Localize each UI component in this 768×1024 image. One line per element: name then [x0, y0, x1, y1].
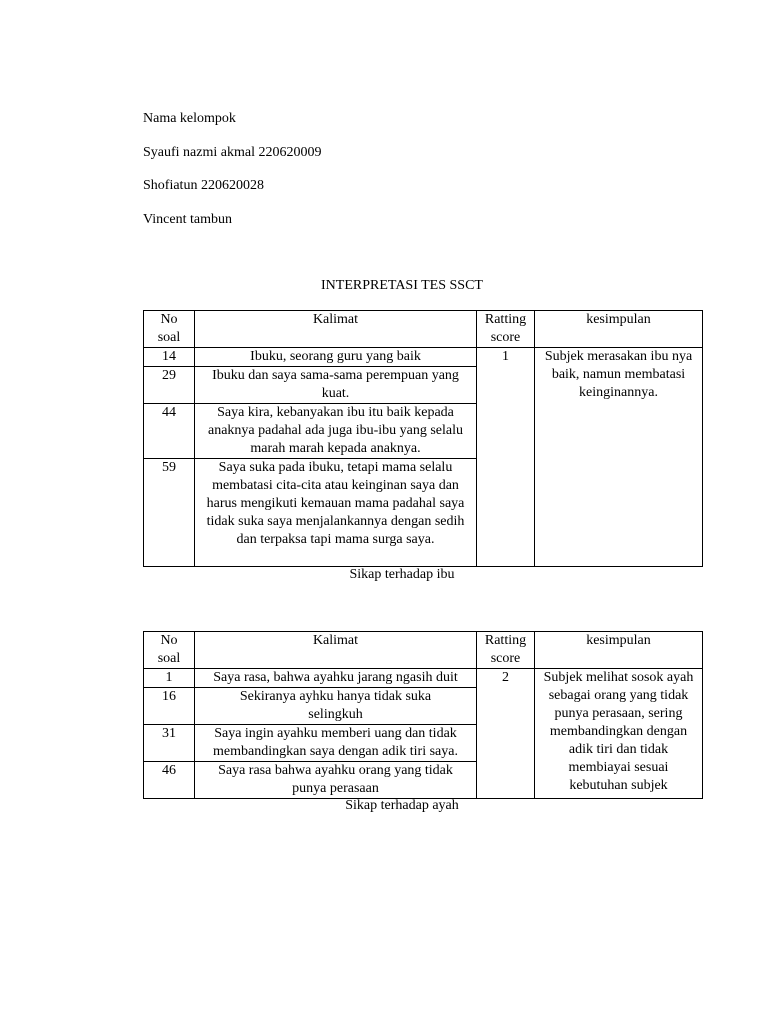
col-header-kalimat: Kalimat	[195, 311, 477, 348]
row-kalimat: Saya suka pada ibuku, tetapi mama selalu membatasi cita-cita atau keinginan saya dan harus mengikuti kemauan mama padahal saya tidak suka saya menjalankannya dengan sedih dan terpaksa tapi mama surga saya.	[195, 459, 477, 567]
kesimpulan-cell: Subjek merasakan ibu nya baik, namun membatasi keinginannya.	[535, 348, 703, 567]
row-no: 1	[144, 669, 195, 688]
row-kalimat: Saya kira, kebanyakan ibu itu baik kepada anaknya padahal ada juga ibu-ibu yang selalu marah marah kepada anaknya.	[195, 404, 477, 459]
col-header-no: No soal	[144, 311, 195, 348]
row-no: 59	[144, 459, 195, 567]
row-kalimat: Ibuku dan saya sama-sama perempuan yang kuat.	[195, 367, 477, 404]
row-no: 31	[144, 725, 195, 762]
table-row	[144, 348, 703, 367]
col-header-kesimpulan: kesimpulan	[535, 311, 703, 348]
row-no: 44	[144, 404, 195, 459]
document-title: INTERPRETASI TES SSCT	[321, 278, 483, 293]
table-caption-mother: Sikap terhadap ibu	[349, 567, 455, 582]
row-kalimat: Saya ingin ayahku memberi uang dan tidak membandingkan saya dengan adik tiri saya.	[195, 725, 477, 762]
row-kalimat: Saya rasa bahwa ayahku orang yang tidak punya perasaan	[195, 762, 477, 799]
col-header-no: No soal	[144, 632, 195, 669]
table-caption-father: Sikap terhadap ayah	[345, 798, 459, 813]
table-row	[144, 669, 703, 688]
table-header-row	[144, 632, 703, 669]
ssct-table-mother	[143, 310, 703, 567]
row-kalimat: Ibuku, seorang guru yang baik	[195, 348, 477, 367]
col-header-kesimpulan: kesimpulan	[535, 632, 703, 669]
row-no: 46	[144, 762, 195, 799]
row-no: 16	[144, 688, 195, 725]
member-2: Shofiatun 220620028	[143, 178, 264, 193]
row-no: 14	[144, 348, 195, 367]
col-header-kalimat: Kalimat	[195, 632, 477, 669]
kesimpulan-cell: Subjek melihat sosok ayah sebagai orang yang tidak punya perasaan, sering membandingkan dengan adik tiri dan tidak membiayai sesuai kebutuhan subjek	[535, 669, 703, 799]
row-kalimat: Saya rasa, bahwa ayahku jarang ngasih duit	[195, 669, 477, 688]
col-header-score: Ratting score	[477, 311, 535, 348]
group-label: Nama kelompok	[143, 111, 236, 126]
row-kalimat: Sekiranya ayhku hanya tidak suka selingkuh	[195, 688, 477, 725]
rating-score: 2	[477, 669, 535, 799]
member-3: Vincent tambun	[143, 212, 232, 227]
table-header-row	[144, 311, 703, 348]
col-header-score: Ratting score	[477, 632, 535, 669]
ssct-table-father	[143, 631, 703, 799]
row-no: 29	[144, 367, 195, 404]
member-1: Syaufi nazmi akmal 220620009	[143, 145, 322, 160]
rating-score: 1	[477, 348, 535, 567]
